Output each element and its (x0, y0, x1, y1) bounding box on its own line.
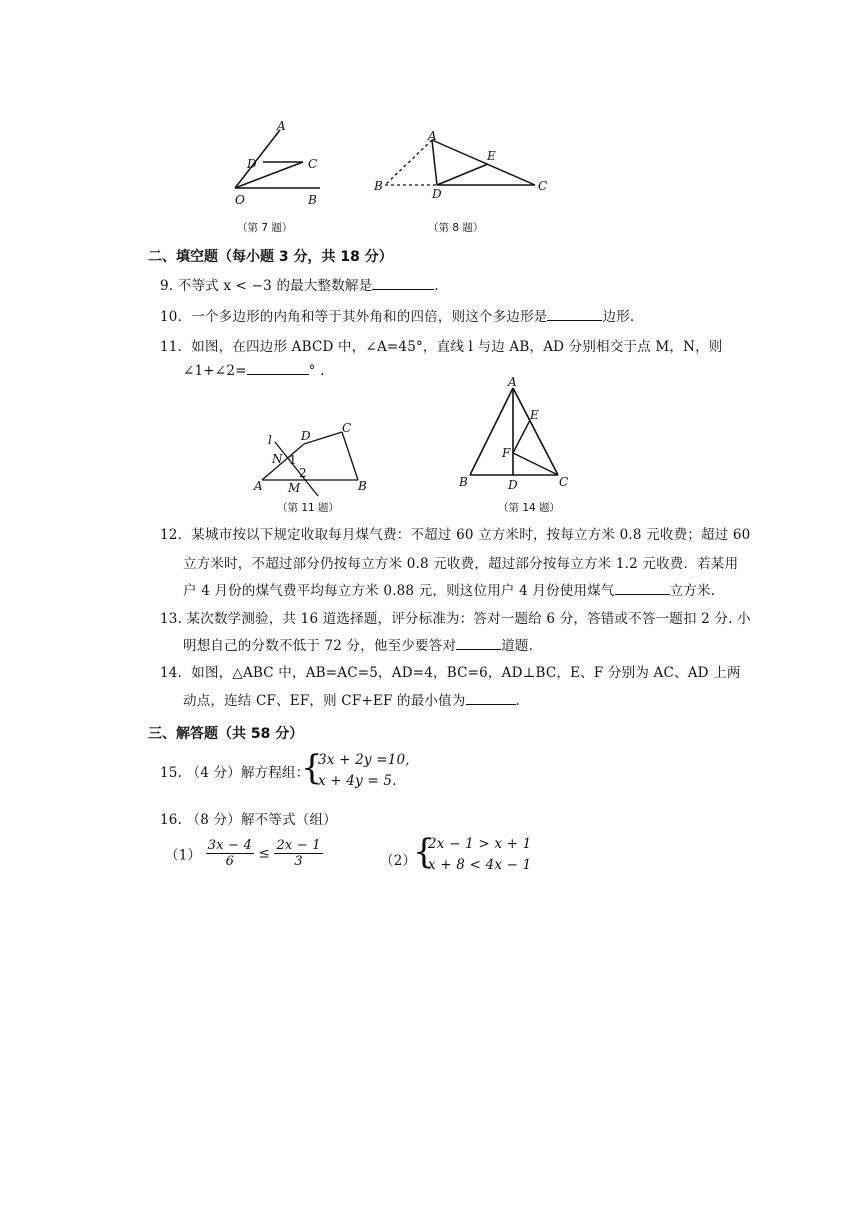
q10-end: 边形. (602, 309, 635, 325)
fig7-label-C: C (308, 157, 318, 171)
q12-text: 户 4 月份的煤气费平均每立方米 0.88 元，则这位用户 4 月份使用煤气 (183, 583, 615, 599)
fig14-label-D: D (508, 478, 518, 492)
q16-part2-inequality-2: x + 8 < 4x − 1 (428, 857, 532, 873)
figure-11-diagram (250, 418, 372, 498)
q16-part2-brace: { (413, 832, 435, 872)
q15-brace: { (301, 748, 323, 788)
question-12-line3 (183, 579, 715, 599)
fig7-label-B: B (308, 193, 317, 207)
fig11-label-1: 1 (289, 453, 297, 467)
question-11-line2 (183, 362, 325, 379)
q16-part1-label: （1） (165, 847, 202, 864)
q16-right-numerator: 2x − 1 (276, 838, 321, 853)
fig11-label-A: A (254, 479, 263, 493)
q16-fraction-right (274, 838, 322, 869)
question-13-line1: 13. 某次数学测验，共 16 道选择题，评分标准为：答对一题给 6 分，答错或不答一题扣 2 分. 小 (160, 611, 751, 627)
q16-right-denominator: 3 (294, 854, 303, 869)
q10-text: 10．一个多边形的内角和等于其外角和的四倍，则这个多边形是 (160, 309, 548, 325)
figure-14-caption: （第 14 题） (498, 502, 561, 514)
question-10 (160, 305, 634, 325)
fig14-label-B: B (459, 475, 468, 489)
q11-end: ° . (308, 363, 325, 379)
q9-end: . (434, 278, 439, 294)
fig14-label-E: E (530, 408, 539, 422)
q16-operator: ≤ (258, 845, 270, 862)
question-15-label: 15. （4 分）解方程组： (160, 765, 310, 781)
question-16-label: 16. （8 分）解不等式（组） (160, 812, 337, 828)
q14-end: . (515, 693, 521, 709)
figure-7-diagram (225, 118, 335, 210)
q12-answer-blank[interactable] (615, 582, 670, 595)
q11-text: ∠1+∠2= (183, 363, 247, 379)
figure-7-caption: （第 7 题） (237, 222, 293, 234)
question-13-line2 (183, 634, 533, 654)
fig11-label-B: B (358, 479, 367, 493)
q11-answer-blank[interactable] (247, 362, 309, 375)
figure-8-diagram (370, 128, 555, 200)
fig7-label-O: O (235, 193, 245, 207)
q14-text: 动点，连结 CF、EF，则 CF+EF 的最小值为 (183, 693, 466, 709)
fig11-label-C: C (342, 421, 352, 435)
q16-left-numerator: 3x − 4 (207, 838, 252, 853)
fig14-label-F: F (502, 446, 511, 460)
fig14-label-A: A (508, 375, 517, 389)
fig14-label-C: C (559, 475, 569, 489)
question-12-line2: 立方米时，不超过部分仍按每立方米 0.8 元收费，超过部分按每立方米 1.2 元收费．若某用 (183, 556, 739, 572)
q9-text: 9. 不等式 x < −3 的最大整数解是 (160, 278, 373, 294)
figure-8-caption: （第 8 题） (428, 222, 484, 234)
fig11-label-l: l (268, 433, 272, 447)
question-11-line1: 11．如图，在四边形 ABCD 中，∠A=45°，直线 l 与边 AB，AD 分别相交于点 M，N，则 (160, 339, 723, 355)
question-14-line2 (183, 689, 520, 709)
section-2-title: 二、填空题（每小题 3 分，共 18 分） (148, 249, 393, 265)
figure-14-diagram (455, 375, 580, 500)
q13-text: 明想自己的分数不低于 72 分，他至少要答对 (183, 638, 457, 654)
q13-end: 道题. (501, 638, 534, 654)
question-9 (160, 274, 439, 294)
q16-part2-label: （2） (380, 853, 417, 869)
q15-equation-1: 3x + 2y =10, (318, 752, 410, 768)
section-3-title: 三、解答题（共 58 分） (148, 726, 304, 742)
q16-fraction-left (206, 838, 254, 869)
fig11-label-M: M (288, 481, 301, 495)
fig11-label-2: 2 (299, 466, 307, 480)
fig8-label-B: B (374, 179, 383, 193)
question-14-line1: 14．如图，△ABC 中，AB=AC=5，AD=4，BC=6，AD⊥BC，E、F 分别为 AC、AD 上两 (160, 665, 741, 681)
q10-answer-blank[interactable] (547, 308, 602, 321)
q14-answer-blank[interactable] (466, 692, 516, 705)
fig11-label-N: N (272, 452, 283, 466)
fig11-label-D: D (301, 429, 311, 443)
fig8-label-E: E (487, 149, 496, 163)
fig8-label-C: C (538, 179, 548, 193)
fig7-label-A: A (277, 119, 286, 133)
q13-answer-blank[interactable] (456, 637, 501, 650)
figure-11-caption: （第 11 题） (277, 502, 340, 514)
q9-answer-blank[interactable] (372, 277, 434, 290)
fig7-label-D: D (247, 157, 257, 171)
q16-part2-inequality-1: 2x − 1 > x + 1 (428, 836, 532, 852)
q15-equation-2: x + 4y = 5. (318, 773, 397, 789)
q12-end: 立方米. (669, 583, 716, 599)
q16-left-denominator: 6 (225, 854, 235, 869)
q16-part1 (165, 838, 323, 869)
question-12-line1: 12．某城市按以下规定收取每月煤气费：不超过 60 立方米时，按每立方米 0.8 元收费；超过 60 (160, 527, 751, 543)
fig8-label-D: D (432, 187, 442, 200)
fig8-label-A: A (428, 129, 437, 143)
